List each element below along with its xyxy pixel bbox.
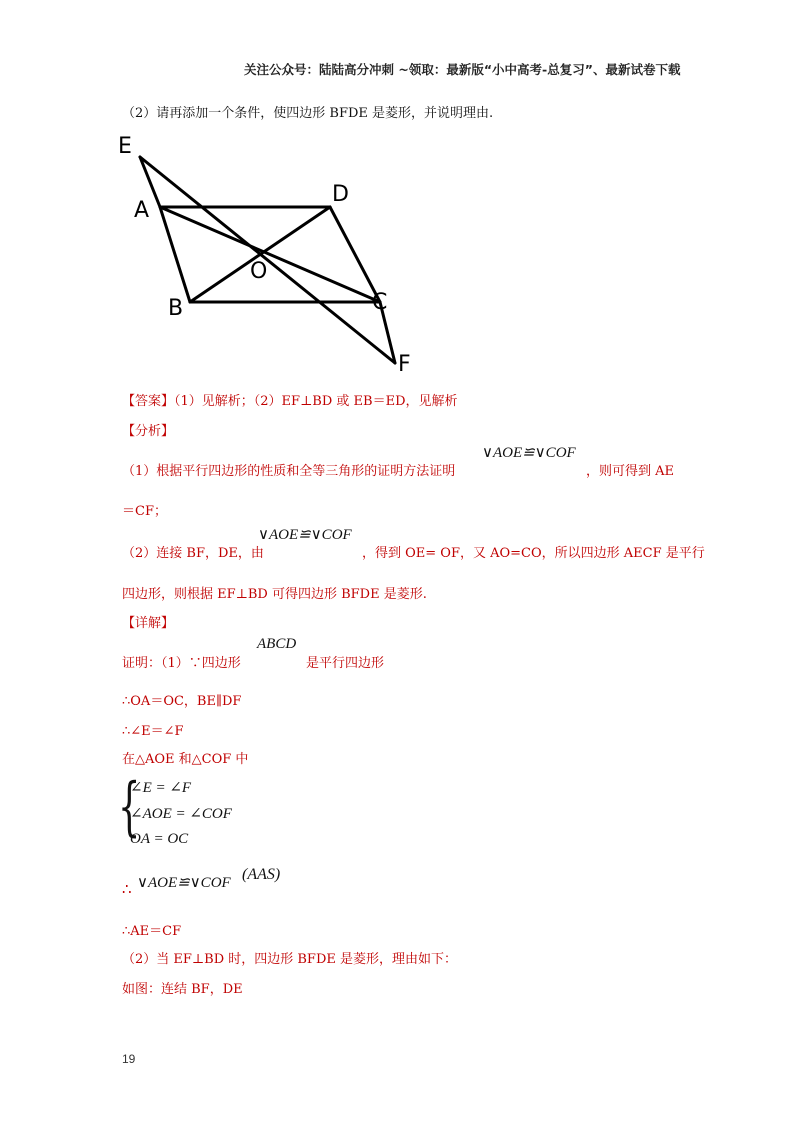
analysis-p1-b: ，则可得到 AE	[586, 464, 675, 479]
analysis-p2-c: 四边形，则根据 EF⊥BD 可得四边形 BFDE 是菱形.	[122, 587, 427, 602]
system-line2: ∠AOE = ∠COF	[130, 806, 232, 822]
page-number: 19	[122, 1052, 136, 1066]
analysis-p1-c: ＝CF；	[122, 504, 167, 519]
detail-line2: ∴OA＝OC，BE∥DF	[122, 694, 242, 709]
system-line3: OA = OC	[130, 831, 189, 847]
detail-therefore: ∴	[122, 880, 132, 898]
answer-text: （1）见解析；（2）EF⊥BD 或 EB＝ED，见解析	[174, 394, 458, 409]
label-c: C	[372, 290, 388, 315]
geometry-figure	[110, 125, 430, 385]
label-a: A	[134, 198, 150, 223]
segment-ba	[160, 207, 190, 302]
analysis-p2-b: ，得到 OE= OF，又 AO=CO，所以四边形 AECF 是平行	[362, 546, 705, 561]
detail-line1-a: 证明：（1）∵四边形	[122, 656, 241, 671]
analysis-p2-math: ∨AOE≌∨COF	[258, 527, 352, 543]
detail-reason: (AAS)	[242, 866, 281, 883]
analysis-p1-math: ∨AOE≌∨COF	[482, 445, 576, 461]
label-f: F	[398, 352, 411, 377]
label-d: D	[332, 182, 349, 207]
segment-dc	[330, 207, 380, 302]
detail-line6: ∴AE＝CF	[122, 924, 182, 939]
label-e: E	[118, 134, 132, 159]
system-brace: {	[118, 770, 141, 844]
detail-congruence: ∨AOE≌∨COF	[137, 875, 231, 891]
analysis-p2-a: （2）连接 BF，DE，由	[122, 546, 264, 561]
page-header: 关注公众号：陆陆高分冲刺 ~领取：最新版“小中高考-总复习”、最新试卷下载	[244, 62, 681, 77]
detail-line1-math: ABCD	[257, 636, 297, 652]
answer-line	[122, 390, 458, 409]
label-o: O	[250, 259, 268, 284]
answer-tag: 【答案】	[122, 394, 175, 409]
label-b: B	[168, 296, 184, 321]
detail-line3: ∴∠E＝∠F	[122, 724, 184, 739]
system-line1: ∠E = ∠F	[130, 780, 192, 796]
detail-line8: 如图：连结 BF，DE	[122, 982, 243, 997]
question-part2: （2）请再添加一个条件，使四边形 BFDE 是菱形，并说明理由.	[122, 106, 494, 121]
detail-line7: （2）当 EF⊥BD 时，四边形 BFDE 是菱形，理由如下：	[122, 952, 457, 967]
detail-line1-b: 是平行四边形	[306, 656, 385, 671]
analysis-p1-a: （1）根据平行四边形的性质和全等三角形的证明方法证明	[122, 464, 456, 479]
diagonal-ac	[160, 207, 380, 302]
detail-tag: 【详解】	[122, 616, 175, 631]
detail-line4: 在△AOE 和△COF 中	[122, 752, 249, 767]
analysis-tag: 【分析】	[122, 424, 175, 439]
